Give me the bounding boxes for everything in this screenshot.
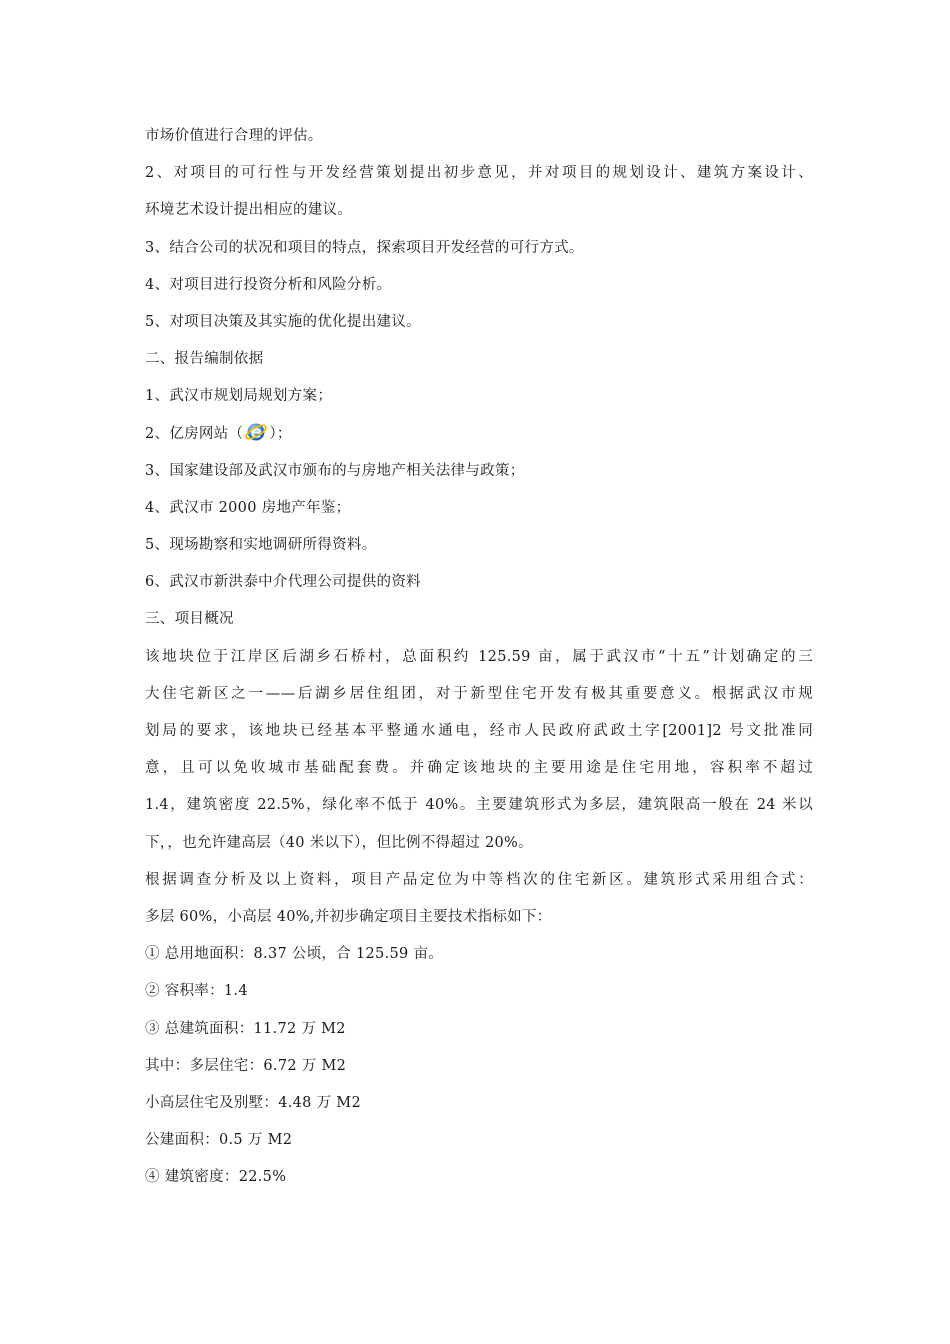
indicator-highrise-villa: 小高层住宅及别墅：4.48 万 M2 [145,1094,361,1111]
internet-explorer-icon[interactable] [244,420,268,444]
text-line-22: 多层 60%，小高层 40%,并初步确定项目主要技术指标如下： [145,909,552,926]
text-line-5: 4、对项目进行投资分析和风险分析。 [145,276,392,293]
text-line-10: 3、国家建设部及武汉市颁布的与房地产相关法律与政策； [145,462,525,479]
document-body [145,118,813,1197]
section-heading-3: 三、项目概况 [145,611,234,628]
indicator-public-building: 公建面积：0.5 万 M2 [145,1132,293,1149]
text-line-2: 2、对项目的可行性与开发经营策划提出初步意见，并对项目的规划设计、建筑方案设计、 [145,165,813,182]
text-line-16: 大住宅新区之一——后湖乡居住组团，对于新型住宅开发有极其重要意义。根据武汉市规 [145,685,813,702]
text-line-4: 3、结合公司的状况和项目的特点，探索项目开发经营的可行方式。 [145,239,584,256]
indicator-total-floor-area: ③ 总建筑面积：11.72 万 M2 [145,1020,346,1037]
indicator-building-density: ④ 建筑密度：22.5% [145,1169,287,1186]
text-line-13: 6、武汉市新洪泰中介代理公司提供的资料 [145,574,421,591]
text-line-15: 该地块位于江岸区后湖乡石桥村，总面积约 125.59 亩，属于武汉市“十五”计划确定的三 [145,648,813,665]
indicator-multistorey: 其中：多层住宅：6.72 万 M2 [145,1057,347,1074]
text-line-6: 5、对项目决策及其实施的优化提出建议。 [145,313,421,330]
text-line-17: 划局的要求，该地块已经基本平整通水通电，经市人民政府武政土字[2001]2 号文批准同 [145,723,813,740]
text-line-19: 1.4，建筑密度 22.5%，绿化率不低于 40%。主要建筑形式为多层，建筑限高一般在 24 米以 [145,797,813,814]
text-line-8: 1、武汉市规划局规划方案； [145,388,333,405]
indicator-plot-ratio: ② 容积率：1.4 [145,983,248,1000]
text-line-20: 下，，也允许建高层（40 米以下），但比例不得超过 20%。 [145,834,533,851]
text-line-18: 意，且可以免收城市基础配套费。并确定该地块的主要用途是住宅用地，容积率不超过 [145,760,813,777]
text-line-12: 5、现场勘察和实地调研所得资料。 [145,537,377,554]
website-suffix: ）； [269,425,292,442]
website-line [145,416,813,453]
indicator-land-area: ① 总用地面积：8.37 公顷，合 125.59 亩。 [145,946,444,963]
text-line-11: 4、武汉市 2000 房地产年鉴； [145,499,351,516]
website-prefix: 2、亿房网站（ [145,425,244,442]
text-line-3: 环境艺术设计提出相应的建议。 [145,202,353,219]
text-line-21: 根据调查分析及以上资料，项目产品定位为中等档次的住宅新区。建筑形式采用组合式： [145,871,813,888]
section-heading-2: 二、报告编制依据 [145,351,264,368]
text-line-1: 市场价值进行合理的评估。 [145,128,323,144]
